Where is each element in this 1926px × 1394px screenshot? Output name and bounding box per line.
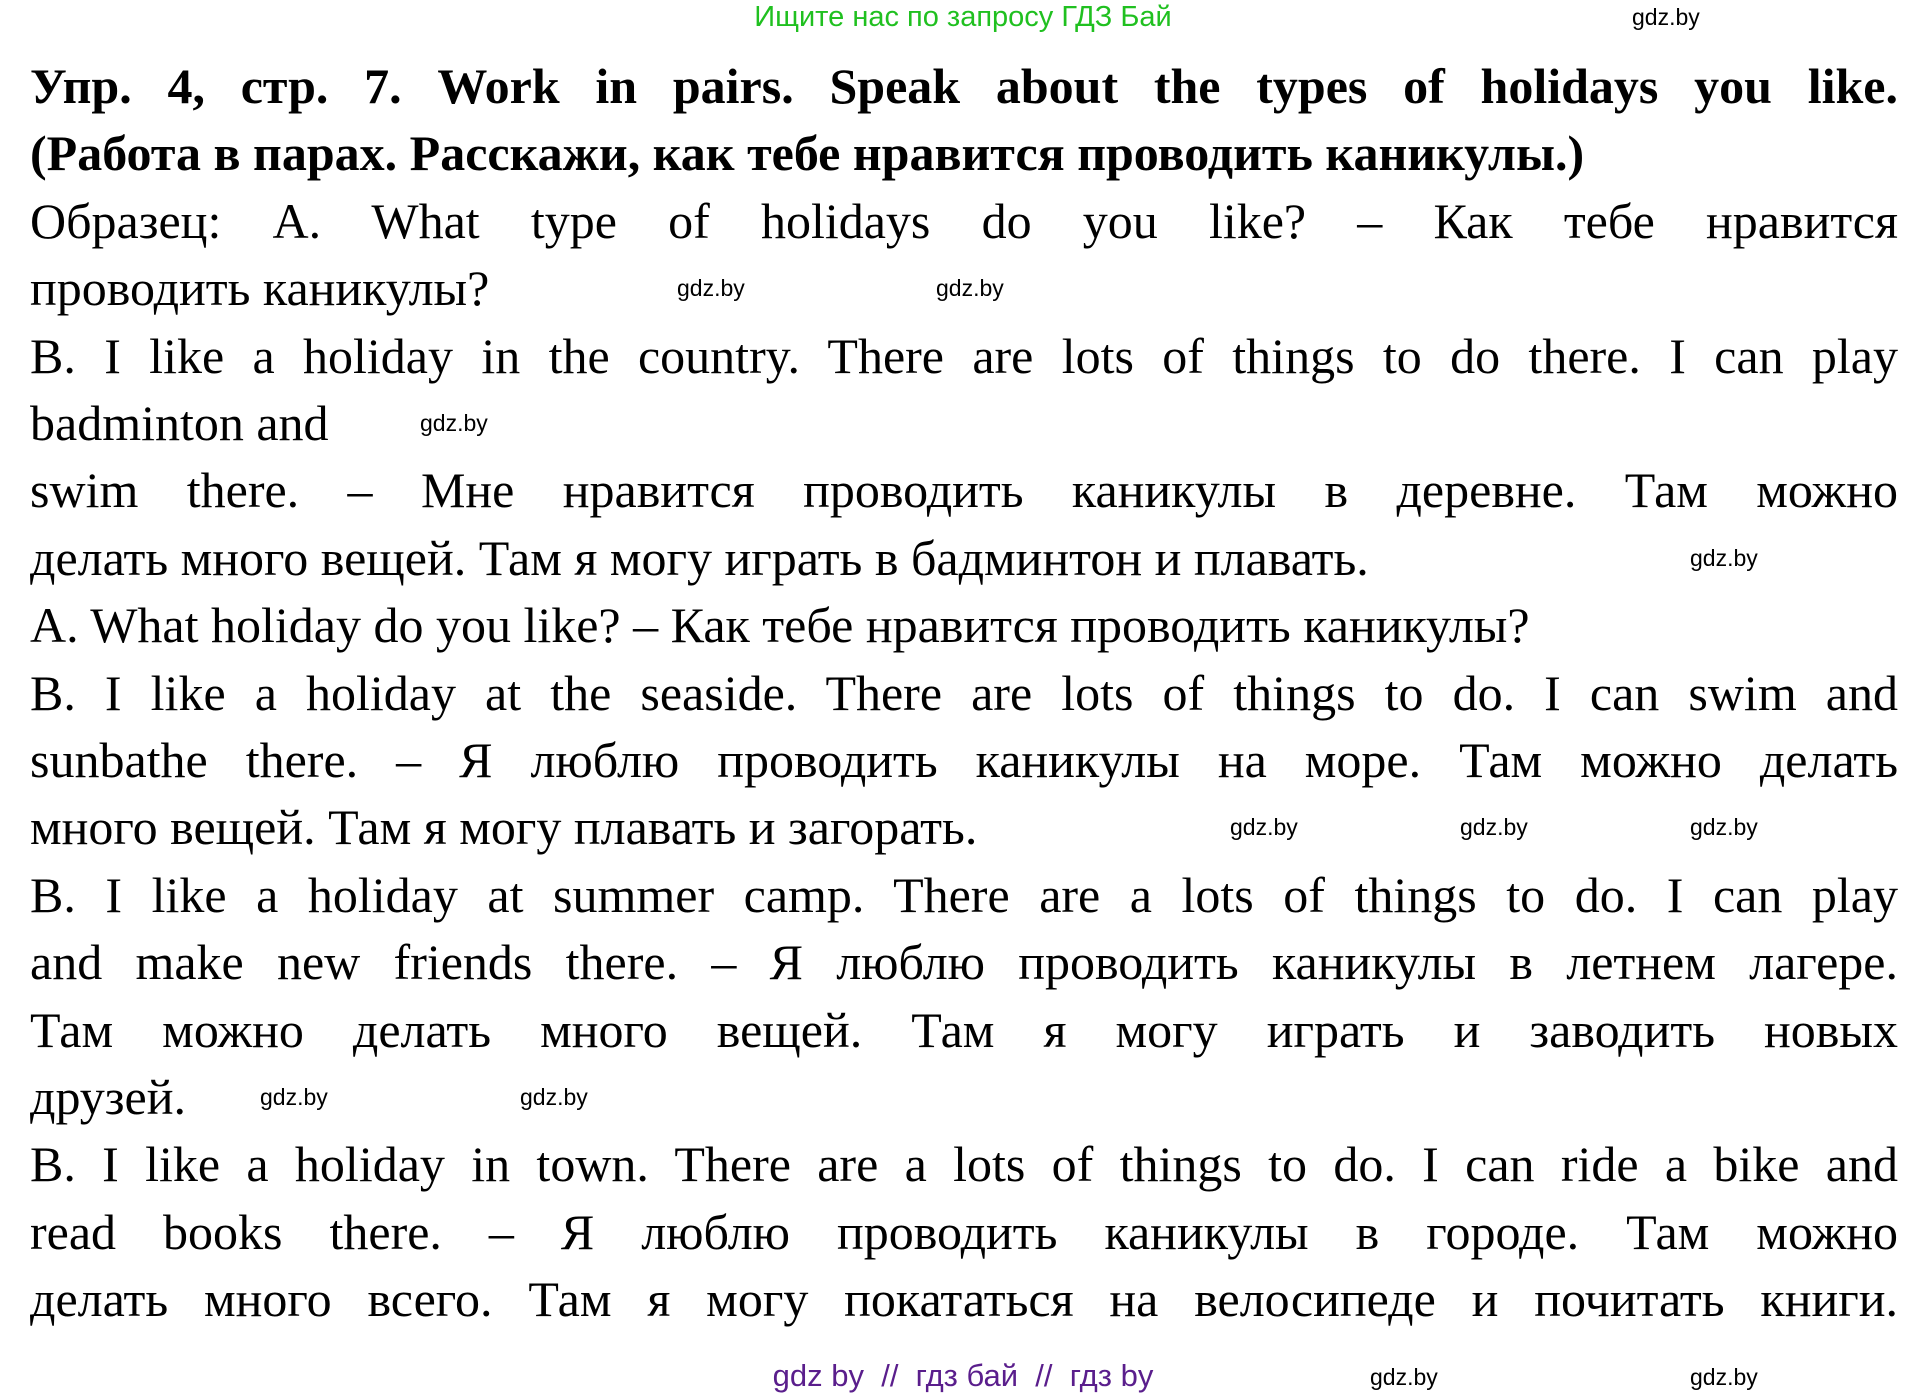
- text-line: read books there. – Я люблю проводить каникулы в городе. Там можно: [30, 1203, 1898, 1260]
- text-line: swim there. – Мне нравится проводить каникулы в деревне. Там можно: [30, 462, 1898, 519]
- footer-watermark: [0, 1358, 1926, 1394]
- text-line: A. What holiday do you like? – Как тебе нравится проводить каникулы?: [30, 597, 1530, 654]
- gdz-watermark: gdz.by: [1230, 814, 1298, 841]
- gdz-watermark: gdz.by: [677, 275, 745, 302]
- text-line: друзей.: [30, 1069, 186, 1125]
- text-line: много вещей. Там я могу плавать и загорать.: [30, 799, 978, 856]
- gdz-watermark: gdz.by: [1690, 1364, 1758, 1390]
- gdz-watermark: gdz.by: [936, 275, 1004, 302]
- gdz-watermark: gdz.by: [1632, 4, 1700, 30]
- gdz-watermark: gdz.by: [1370, 1364, 1438, 1390]
- gdz-watermark: gdz.by: [520, 1084, 588, 1110]
- gdz-watermark: gdz.by: [1690, 814, 1758, 841]
- footer-text: gdz by // гдз бай // гдз by: [772, 1358, 1154, 1393]
- text-line: B. I like a holiday at the seaside. There are lots of things to do. I can swim and: [30, 664, 1898, 721]
- gdz-watermark: gdz.by: [1690, 544, 1758, 571]
- text-line: Там можно делать много вещей. Там я могу играть и заводить новых: [30, 1001, 1898, 1058]
- text-line: sunbathe there. – Я люблю проводить каникулы на море. Там можно делать: [30, 732, 1898, 788]
- exercise-title-line: (Работа в парах. Расскажи, как тебе нравится проводить каникулы.): [30, 125, 1585, 182]
- text-line: делать много вещей. Там я могу играть в бадминтон и плавать.: [30, 529, 1369, 586]
- text-line: проводить каникулы?: [30, 260, 490, 317]
- text-line: badminton and: [30, 395, 329, 451]
- gdz-watermark: gdz.by: [1460, 814, 1528, 841]
- text-line: Образец: A. What type of holidays do you like? – Как тебе нравится: [30, 192, 1898, 249]
- exercise-title-line: Упр. 4, стр. 7. Work in pairs. Speak about the types of holidays you like.: [30, 58, 1898, 114]
- text-line: B. I like a holiday at summer camp. There are a lots of things to do. I can play: [30, 866, 1898, 923]
- text-line: B. I like a holiday in the country. There are lots of things to do there. I can play: [30, 327, 1898, 384]
- text-line: делать много всего. Там я могу покататься на велосипеде и почитать книги.: [30, 1271, 1898, 1328]
- text-line: B. I like a holiday in town. There are a lots of things to do. I can ride a bike and: [30, 1136, 1898, 1193]
- gdz-watermark: gdz.by: [420, 410, 488, 436]
- search-hint-text: Ищите нас по запросу ГДЗ Бай: [754, 1, 1172, 33]
- gdz-watermark: gdz.by: [260, 1084, 328, 1110]
- text-line: and make new friends there. – Я люблю проводить каникулы в летнем лагере.: [30, 934, 1898, 991]
